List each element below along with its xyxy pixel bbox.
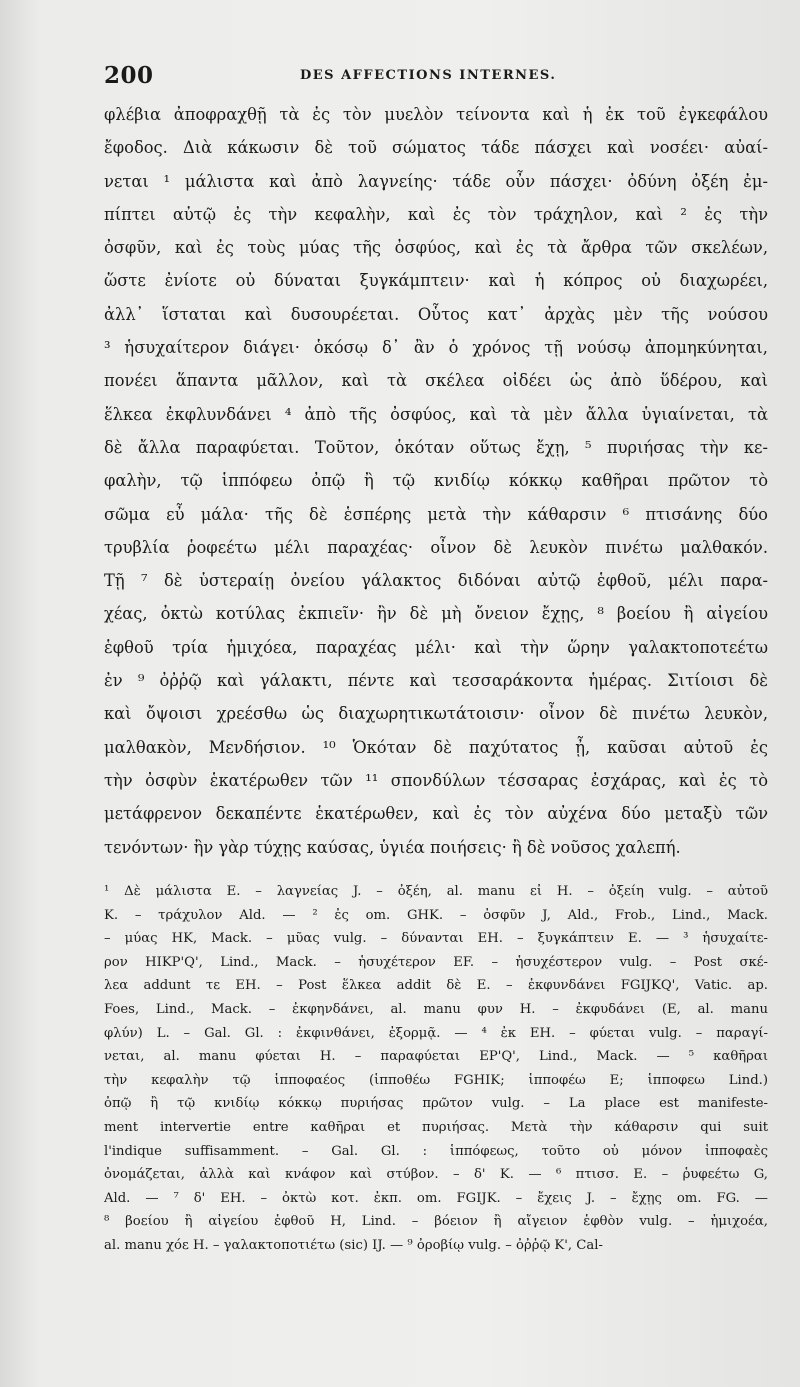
footnote-line: K. – τράχυλον Ald. — ² ἐς om. GHK. – ὀσφῦν J, Ald., Frob., Lind., Mack.	[104, 907, 768, 923]
running-title: DES AFFECTIONS INTERNES.	[300, 68, 557, 83]
text-line: φλέβια ἀποφραχθῇ τὰ ἐς τὸν μυελὸν τείνοντα καὶ ἡ ἐκ τοῦ ἐγκεφάλου	[104, 105, 768, 124]
page-number: 200	[104, 62, 154, 89]
text-line: ἔφοδος. Διὰ κάκωσιν δὲ τοῦ σώματος τάδε πάσχει καὶ νοσέει· αὐαί-	[104, 138, 768, 158]
text-line: τρυβλία ῥοφεέτω μέλι παραχέας· οἶνον δὲ λευκὸν πινέτω μαλθακόν.	[104, 537, 768, 557]
text-line: ἑφθοῦ τρία ἡμιχόεα, παραχέας μέλι· καὶ τὴν ὥρην γαλακτοποτεέτω	[104, 637, 768, 657]
footnote-line: τὴν κεφαλὴν τῷ ἱπποφαέος (ἱπποθέω FGHIK; ἱπποφέω E; ἱπποφεω Lind.)	[104, 1072, 768, 1088]
text-line: χέας, ὀκτὼ κοτύλας ἐκπιεῖν· ἢν δὲ μὴ ὄνειον ἔχῃς, ⁸ βοείου ἢ αἰγείου	[104, 604, 768, 624]
footnote-line: al. manu χόε H. – γαλακτοποτιέτω (sic) IJ. — ⁹ ὀροβίῳ vulg. – ὀῤῥῷ K', Cal-	[104, 1237, 603, 1253]
footnote-line: Foes, Lind., Mack. – ἐκφηνδάνει, al. manu φυν H. – ἐκφυδάνει (E, al. manu	[104, 1001, 768, 1017]
text-line: ἕλκεα ἐκφλυνδάνει ⁴ ἀπὸ τῆς ὀσφύος, καὶ τὰ μὲν ἄλλα ὑγιαίνεται, τὰ	[104, 404, 768, 424]
text-line: πονέει ἅπαντα μᾶλλον, καὶ τὰ σκέλεα οἰδέει ὡς ἀπὸ ὕδέρου, καὶ	[104, 371, 768, 391]
footnote-line: φλύν) L. – Gal. Gl. : ἐκφινθάνει, ἐξορμᾷ. — ⁴ ἐκ EH. – φύεται vulg. – παραγί-	[104, 1025, 768, 1041]
text-line: σῶμα εὖ μάλα· τῆς δὲ ἑσπέρης μετὰ τὴν κάθαρσιν ⁶ πτισάνης δύο	[104, 504, 768, 524]
footnotes	[104, 880, 768, 1258]
footnote-line: – μύας HK, Mack. – μῦας vulg. – δύνανται EH. – ξυγκάπτειν E. — ³ ἡσυχαίτε-	[104, 931, 768, 947]
text-line: πίπτει αὐτῷ ἐς τὴν κεφαλὴν, καὶ ἐς τὸν τράχηλον, καὶ ² ἐς τὴν	[104, 204, 768, 224]
footnote-line: Ald. — ⁷ δ' EH. – ὀκτὼ κοτ. ἐκπ. om. FGIJK. – ἔχεις J. – ἔχῃς om. FG. —	[104, 1190, 768, 1206]
text-line: μαλθακὸν, Μενδήσιον. ¹⁰ Ὁκόταν δὲ παχύτατος ᾖ, καῦσαι αὐτοῦ ἐς	[104, 737, 768, 757]
text-line: φαλὴν, τῷ ἱππόφεω ὀπῷ ἢ τῷ κνιδίῳ κόκκῳ καθῆραι πρῶτον τὸ	[104, 471, 768, 491]
footnote-line: ὀπῷ ἢ τῷ κνιδίῳ κόκκῳ πυριήσας πρῶτον vulg. – La place est manifeste-	[104, 1096, 768, 1112]
text-line: τὴν ὀσφὺν ἑκατέρωθεν τῶν ¹¹ σπονδύλων τέσσαρας ἐσχάρας, καὶ ἐς τὸ	[104, 770, 768, 790]
text-line: Τῇ ⁷ δὲ ὑστεραίῃ ὀνείου γάλακτος διδόναι αὐτῷ ἑφθοῦ, μέλι παρα-	[104, 571, 768, 591]
text-line: τενόντων· ἢν γὰρ τύχῃς καύσας, ὑγιέα ποιήσεις· ἢ δὲ νοῦσος χαλεπή.	[104, 837, 681, 857]
footnote-line: ¹ Δὲ μάλιστα E. – λαγνείας J. – ὀξέη, al. manu εἰ H. – ὀξείη vulg. – αὐτοῦ	[104, 884, 768, 899]
text-line: μετάφρενον δεκαπέντε ἑκατέρωθεν, καὶ ἐς τὸν αὐχένα δύο μεταξὺ τῶν	[104, 804, 768, 824]
footnote-line: l'indique suffisamment. – Gal. Gl. : ἱππόφεως, τοῦτο οὐ μόνον ἱπποφαὲς	[104, 1143, 768, 1159]
page-header	[104, 62, 764, 88]
text-line: ³ ἡσυχαίτερον διάγει· ὁκόσῳ δ᾽ ἂν ὁ χρόνος τῇ νούσῳ ἀπομηκύνηται,	[104, 338, 768, 358]
footnote-line: νεται, al. manu φύεται H. – παραφύεται EP'Q', Lind., Mack. — ⁵ καθῆραι	[104, 1049, 768, 1065]
main-text	[104, 98, 768, 864]
text-line: δὲ ἄλλα παραφύεται. Τοῦτον, ὁκόταν οὕτως ἔχῃ, ⁵ πυριήσας τὴν κε-	[104, 437, 768, 457]
footnote-line: ὀνομάζεται, ἀλλὰ καὶ κνάφον καὶ στύβον. – δ' K. — ⁶ πτισσ. E. – ῥυφεέτω G,	[104, 1167, 768, 1183]
text-line: καὶ ὄψοισι χρεέσθω ὡς διαχωρητικωτάτοισιν· οἶνον δὲ πινέτω λευκὸν,	[104, 704, 768, 724]
footnote-line: λεα addunt τε EH. – Post ἕλκεα addit δὲ E. – ἐκφυνδάνει FGIJKQ', Vatic. ap.	[104, 978, 768, 994]
footnote-line: ⁸ βοείου ἢ αἰγείου ἑφθοῦ H, Lind. – βόειον ἢ αἴγειον ἑφθὸν vulg. – ἡμιχοέα,	[104, 1214, 768, 1230]
text-line: ἐν ⁹ ὀῤῥῷ καὶ γάλακτι, πέντε καὶ τεσσαράκοντα ἡμέρας. Σιτίοισι δὲ	[104, 671, 768, 691]
text-line: ὥστε ἐνίοτε οὐ δύναται ξυγκάμπτειν· καὶ ἡ κόπρος οὐ διαχωρέει,	[104, 271, 768, 291]
text-line: ἀλλ᾽ ἵσταται καὶ δυσουρέεται. Οὗτος κατ᾽ ἀρχὰς μὲν τῆς νούσου	[104, 304, 768, 324]
text-line: ὀσφῦν, καὶ ἐς τοὺς μύας τῆς ὀσφύος, καὶ ἐς τὰ ἄρθρα τῶν σκελέων,	[104, 238, 768, 258]
footnote-line: ρον HIKP'Q', Lind., Mack. – ἡσυχέτερον EF. – ἡσυχέστερον vulg. – Post σκέ-	[104, 954, 768, 970]
text-line: νεται ¹ μάλιστα καὶ ἀπὸ λαγνείης· τάδε οὖν πάσχει· ὀδύνη ὀξέη ἐμ-	[104, 171, 768, 191]
footnote-line: ment intervertie entre καθῆραι et πυριήσας. Μετὰ τὴν κάθαρσιν qui suit	[104, 1119, 768, 1135]
